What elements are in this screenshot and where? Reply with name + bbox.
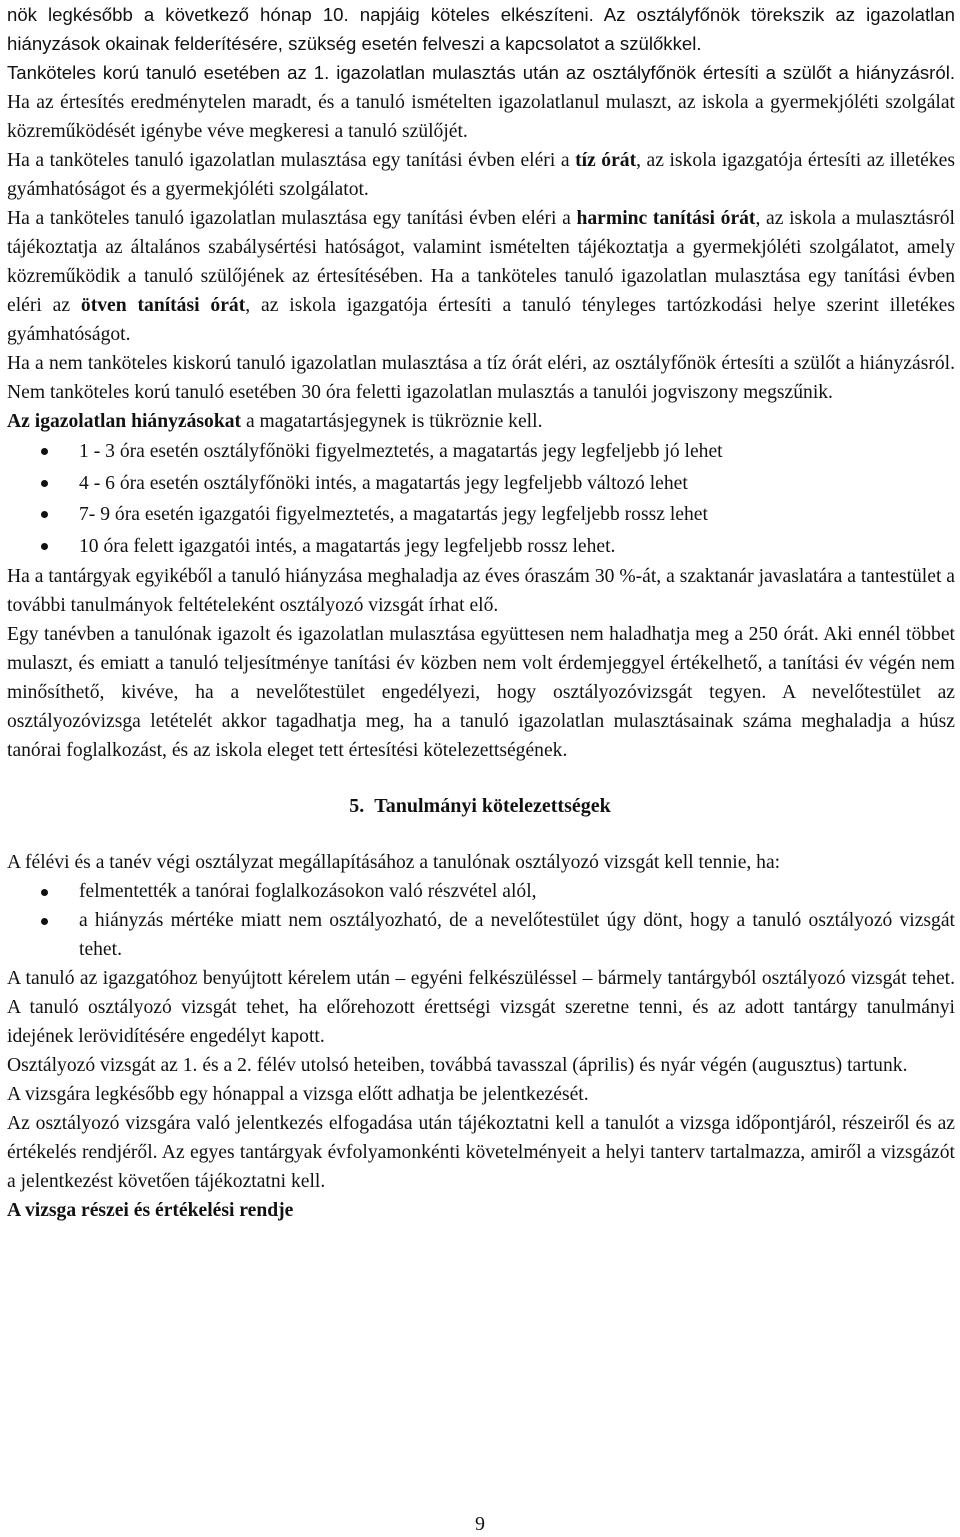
paragraph-non-compulsory: Ha a nem tanköteles kiskorú tanuló igazolatlan mulasztása a tíz órát eléri, az osztályfőnök értesíti a szülőt a hiányzásról. Nem tanköteles korú tanuló esetében 30 óra feletti igazolatlan mulasztás a tanulói jogviszony megszűnik. — [7, 353, 955, 403]
paragraph-conduct-grade: Az igazolatlan hiányzásokat a magatartásjegynek is tükröznie kell. — [7, 411, 543, 432]
list-item: 4 - 6 óra esetén osztályfőnöki intés, a magatartás jegy legfeljebb változó lehet — [7, 468, 955, 500]
emphasis-thirty-hours: harminc tanítási órát — [576, 208, 756, 229]
emphasis-fifty-hours: ötven tanítási órát — [80, 295, 246, 316]
paragraph-first-absence-tail: Ha az értesítés eredménytelen maradt, és a tanuló ismételten igazolatlanul mulaszt, az iskola a gyermekjóléti szolgálat közreműködését igénybe véve megkeresi a tanuló szülőjét. — [7, 92, 955, 142]
subheading-exam-parts: A vizsga részei és értékelési rendje — [7, 1200, 294, 1221]
list-item: 1 - 3 óra esetén osztályfőnöki figyelmeztetés, a magatartás jegy legfeljebb jó lehet — [7, 436, 955, 468]
bullet-icon — [41, 889, 48, 896]
list-item: 10 óra felett igazgatói intés, a magatartás jegy legfeljebb rossz lehet. — [7, 531, 955, 563]
bullet-icon — [41, 918, 48, 925]
paragraph-thirty-fifty-hours: Ha a tanköteles tanuló igazolatlan mulasztása egy tanítási évben eléri a harminc tanítási órát, az iskola a mulasztásról tájékoztatja az általános szabálysértési hatóságot, valamint ismételten tájékoztatja a gyermekjóléti szolgálatot, amely közreműködik a tanuló szülőjének az értesítésében. Ha a tanköteles tanuló igazolatlan mulasztása egy tanítási évben eléri az ötven tanítási órát, az iskola igazgatója értesíti a tanuló tényleges tartózkodási helye szerint illetékes gyámhatóságot. — [7, 208, 955, 345]
list-item: 7- 9 óra esetén igazgatói figyelmeztetés, a magatartás jegy legfeljebb rossz lehet — [7, 499, 955, 531]
exam-conditions-list — [7, 877, 955, 964]
bullet-icon — [41, 511, 48, 518]
paragraph-first-absence-lead: Tanköteles korú tanuló esetében az 1. igazolatlan mulasztás után az osztályfőnök értesíti a szülőt a hiányzásról. — [7, 62, 955, 83]
paragraph-exam-intro: A félévi és a tanév végi osztályzat megállapításához a tanulónak osztályozó vizsgát kell tennie, ha: — [7, 852, 781, 873]
bullet-icon — [41, 480, 48, 487]
bullet-icon — [41, 543, 48, 550]
paragraph-homeroom-duty: nök legkésőbb a következő hónap 10. napjáig köteles elkészíteni. Az osztályfőnök törekszik az igazolatlan hiányzások okainak felderítésére, szükség esetén felveszi a kapcsolatot a szülőkkel. — [7, 4, 955, 54]
paragraph-ten-hours: Ha a tanköteles tanuló igazolatlan mulasztása egy tanítási évben eléri a tíz órát, az iskola igazgatója értesíti az illetékes gyámhatóságot és a gyermekjóléti szolgálatot. — [7, 150, 955, 200]
document-page — [7, 0, 955, 1225]
paragraph-exam-deadline: A vizsgára legkésőbb egy hónappal a vizsga előtt adhatja be jelentkezését. — [7, 1084, 589, 1105]
paragraph-exam-request: A tanuló az igazgatóhoz benyújtott kérelem után ‒ egyéni felkészüléssel ‒ bármely tantárgyból osztályozó vizsgát tehet. A tanuló osztályozó vizsgát tehet, ha előrehozott érettségi vizsgát szeretne tenni, és az adott tantárgy tanulmányi idejének lerövidítésére engedélyt kapott. — [7, 968, 955, 1047]
list-item: felmentették a tanórai foglalkozásokon való részvétel alól, — [7, 877, 955, 906]
paragraph-first-absence — [7, 58, 955, 146]
paragraph-250-hours: Egy tanévben a tanulónak igazolt és igazolatlan mulasztása együttesen nem haladhatja meg a 250 órát. Aki ennél többet mulaszt, és emiatt a tanuló teljesítménye tanítási év közben nem volt érdemjeggyel értékelhető, a tanítási év végén nem minősíthető, kivéve, ha a nevelőtestület engedélyezi, hogy osztályozóvizsgát tegyen. A nevelőtestület az osztályozóvizsga letételét akkor tagadhatja meg, ha a tanuló igazolatlan mulasztásainak száma meghaladja a húsz tanórai foglalkozást, és az iskola eleget tett értesítési kötelezettségének. — [7, 624, 955, 761]
list-item: a hiányzás mértéke miatt nem osztályozható, de a nevelőtestület úgy dönt, hogy a tanuló osztályozó vizsgát tehet. — [7, 906, 955, 964]
conduct-list — [7, 436, 955, 562]
page-number: 9 — [475, 1513, 485, 1535]
section-title: Tanulmányi kötelezettségek — [374, 795, 611, 817]
bullet-icon — [41, 448, 48, 455]
section-heading — [7, 792, 955, 821]
paragraph-exam-information: Az osztályozó vizsgára való jelentkezés elfogadása után tájékoztatni kell a tanulót a vizsga időpontjáról, részeiről és az értékelés rendjéről. Az egyes tantárgyak évfolyamonkénti követelményeit a helyi tanterv tartalmazza, amiről a vizsgázót a jelentkezést követően tájékoztatni kell. — [7, 1113, 955, 1192]
emphasis-unexcused-absences: Az igazolatlan hiányzásokat — [7, 411, 242, 432]
paragraph-subject-absence: Ha a tantárgyak egyikéből a tanuló hiányzása meghaladja az éves óraszám 30 %-át, a szaktanár javaslatára a tantestület a további tanulmányok feltételeként osztályozó vizsgát írhat elő. — [7, 566, 955, 616]
paragraph-exam-schedule: Osztályozó vizsgát az 1. és a 2. félév utolsó heteiben, továbbá tavasszal (április) és nyár végén (augusztus) tartunk. — [7, 1055, 908, 1076]
section-number: 5. — [349, 795, 365, 817]
emphasis-ten-hours: tíz órát — [575, 150, 637, 171]
